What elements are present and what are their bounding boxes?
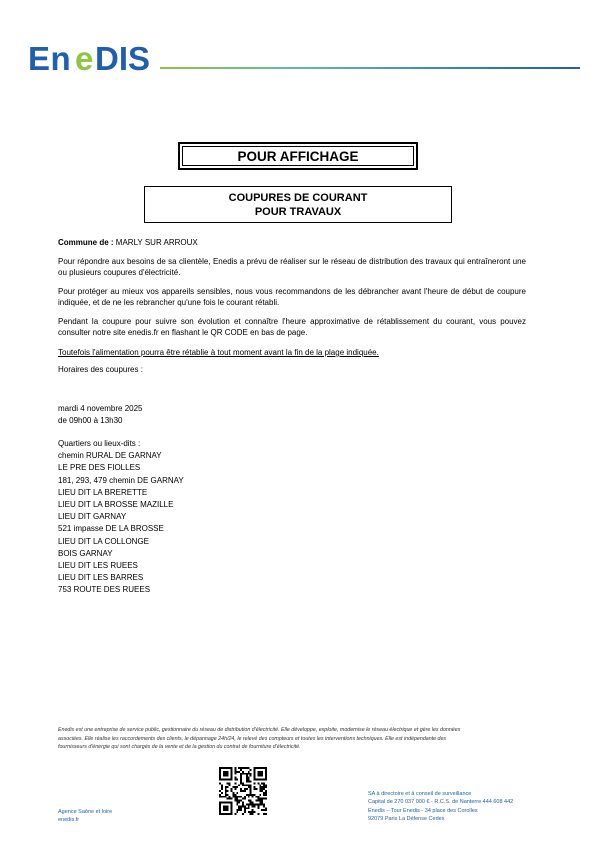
commune-label: Commune de : (58, 238, 114, 247)
legal-line: 92079 Paris La Défense Cedex (368, 816, 445, 823)
paragraph-protection: Pour protéger au mieux vos appareils sensibles, nous vous recommandons de les débrancher avant l'heure de début de coupure indiquée, et de ne les rebrancher qu'une fois le courant rétabli. (58, 287, 526, 307)
list-item: 181, 293, 479 chemin DE GARNAY (58, 475, 184, 485)
title-box (178, 142, 418, 170)
list-item: LIEU DIT LA COLLONGE (58, 536, 149, 546)
footer-agency (58, 808, 112, 825)
list-item: LIEU DIT LES BARRES (58, 573, 144, 583)
commune-value: MARLY SUR ARROUX (115, 238, 198, 247)
legal-line: Enedis – Tour Enedis - 34 place des Corolles (368, 807, 478, 814)
list-item: LIEU DIT GARNAY (58, 512, 127, 522)
legal-line: Capital de 270 037 000 € - R.C.S. de Nanterre 444 608 442 (368, 799, 514, 806)
paragraph-intro: Pour répondre aux besoins de sa clientèle, Enedis a prévu de réaliser sur le réseau de distribution des travaux qui entraîneront une ou plusieurs coupures d'électricité. (58, 257, 526, 277)
horaires-label: Horaires des coupures : (58, 365, 143, 374)
schedule-date: mardi 4 novembre 2025 (58, 404, 143, 413)
svg-text:DIS: DIS (95, 40, 151, 77)
list-item: LIEU DIT LA BRERETTE (58, 487, 148, 497)
subtitle-box (144, 186, 452, 223)
website-link[interactable]: enedis.fr (58, 817, 80, 824)
svg-text:En: En (28, 40, 72, 77)
warning-text: Toutefois l'alimentation pourra être rétablie à tout moment avant la fin de la plage indiquée. (58, 348, 379, 357)
list-item: BOIS GARNAY (58, 548, 113, 558)
list-item: 521 impasse DE LA BROSSE (58, 524, 164, 534)
commune-line (58, 237, 198, 248)
list-item: chemin RURAL DE GARNAY (58, 451, 162, 461)
agency-name: Agence Saône et loire (58, 809, 113, 815)
quartiers-label: Quartiers ou lieux-dits : (58, 439, 141, 448)
list-item: LIEU DIT LES RUEES (58, 561, 138, 571)
footer-note-line: Enedis est une entreprise de service public, gestionnaire du réseau de distribution d'électricité. Elle développe, exploite, modernise le réseau électrique et gère les données (58, 727, 461, 733)
list-item: 753 ROUTE DES RUEES (58, 585, 151, 595)
svg-text:e: e (75, 40, 94, 77)
enedis-logo (28, 38, 156, 78)
header-rule (160, 67, 580, 69)
qr-code-icon[interactable] (219, 767, 267, 815)
paragraph-follow: Pendant la coupure pour suivre son évolution et connaître l'heure approximative de rétablissement du courant, vous pouvez consulter notre site enedis.fr en flashant le QR CODE en bas de page. (58, 317, 526, 337)
footer-note-line: associées. Elle réalise les raccordements des clients, le dépannage 24h/24, le relevé des compteurs et toutes les interventions techniques. Elle est indépendante des (58, 735, 447, 742)
schedule (58, 403, 143, 427)
schedule-time: de 09h00 à 13h30 (58, 416, 123, 426)
subtitle-line-1: COUPURES DE COURANT (228, 191, 368, 204)
footer-note-line: fournisseurs d'énergie qui sont chargés de la vente et de la gestion du contrat de fourniture d'électricité. (58, 744, 301, 750)
footer-note (58, 726, 542, 752)
places-section (58, 438, 184, 597)
list-item: LIEU DIT LA BROSSE MAZILLE (58, 500, 174, 510)
page-title: POUR AFFICHAGE (182, 146, 414, 166)
subtitle-line-2: POUR TRAVAUX (254, 205, 342, 218)
legal-line: SA à directoire et à conseil de surveillance (368, 791, 472, 797)
list-item: LE PRE DES FIOLLES (58, 463, 141, 473)
footer-legal (368, 790, 513, 824)
